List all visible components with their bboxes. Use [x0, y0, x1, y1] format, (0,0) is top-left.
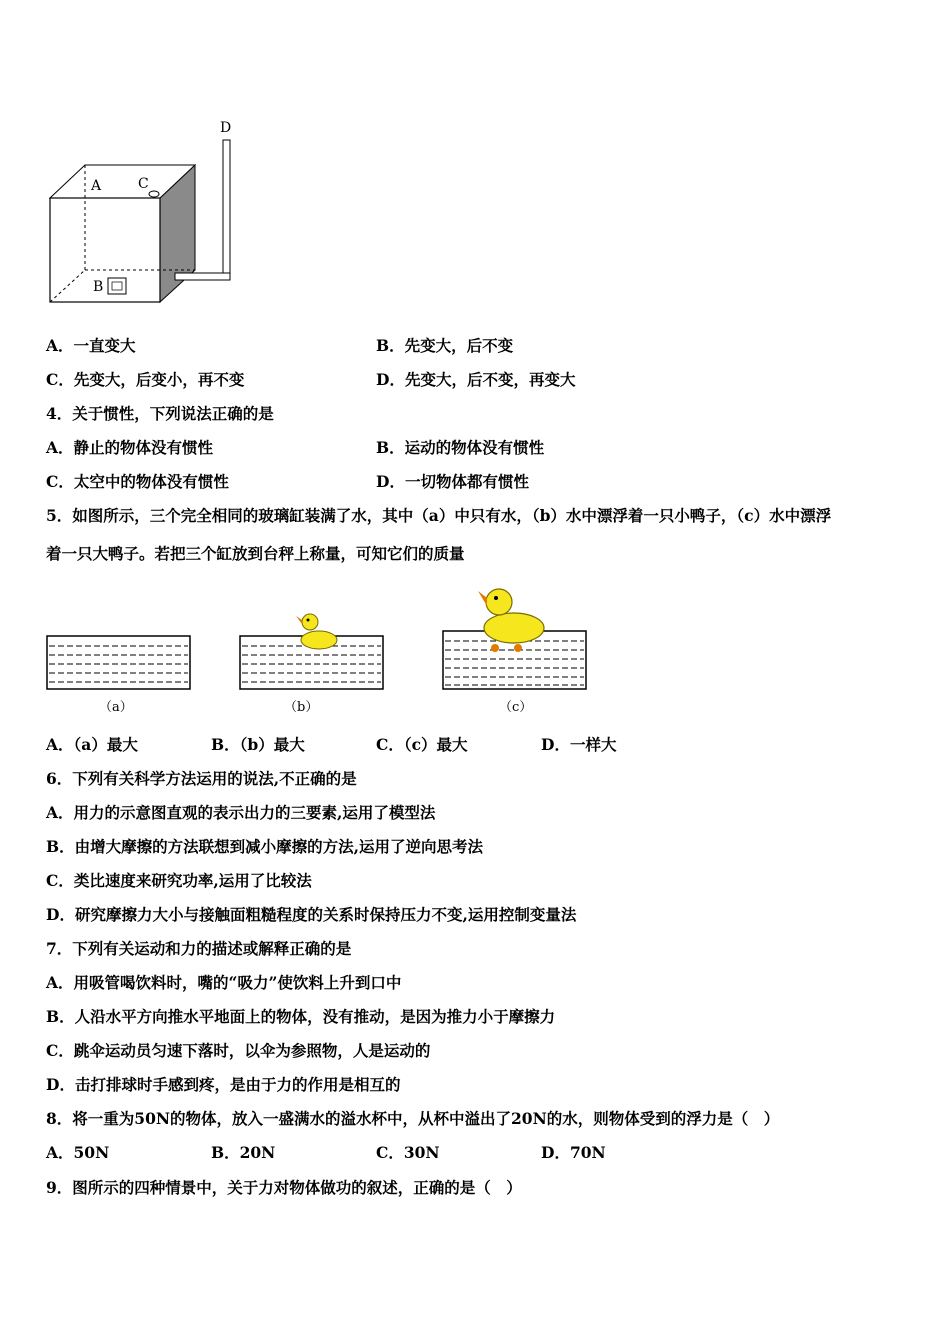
- q3-option-c: C．先变大，后变小，再不变: [46, 370, 245, 389]
- tanks-figure: [44, 578, 589, 718]
- q8-option-d: D．70N: [541, 1143, 606, 1162]
- q5-stem-line2: 着一只大鸭子。若把三个缸放到台秤上称量，可知它们的质量: [46, 544, 465, 563]
- q8-option-c: C．30N: [376, 1143, 440, 1162]
- q3-option-b: B．先变大，后不变: [376, 336, 514, 355]
- q5-option-d: D．一样大: [541, 735, 617, 754]
- q4-option-a: A．静止的物体没有惯性: [46, 438, 214, 457]
- label-d: D: [220, 120, 232, 136]
- caption-a: （a）: [99, 700, 133, 715]
- label-c: C: [138, 176, 149, 192]
- caption-b: （b）: [284, 700, 319, 715]
- q3-option-a: A．一直变大: [46, 336, 136, 355]
- q9-stem: 9．图所示的四种情景中，关于力对物体做功的叙述，正确的是（ ）: [46, 1178, 522, 1197]
- q7-option-a: A．用吸管喝饮料时，嘴的“吸力”使饮料上升到口中: [46, 973, 402, 992]
- tank-figure: [40, 110, 260, 310]
- label-a: A: [91, 178, 102, 194]
- q4-stem: 4．关于惯性，下列说法正确的是: [46, 404, 274, 423]
- q6-option-b: B．由增大摩擦的方法联想到减小摩擦的方法,运用了逆向思考法: [46, 837, 483, 856]
- q6-option-d: D．研究摩擦力大小与接触面粗糙程度的关系时保持压力不变,运用控制变量法: [46, 905, 577, 924]
- q5-option-b: B．（b）最大: [211, 735, 305, 754]
- q8-option-a: A．50N: [46, 1143, 110, 1162]
- q7-option-c: C．跳伞运动员匀速下落时，以伞为参照物，人是运动的: [46, 1041, 431, 1060]
- label-b: B: [93, 279, 104, 295]
- q7-option-d: D．击打排球时手感到疼，是由于力的作用是相互的: [46, 1075, 401, 1094]
- q6-stem: 6．下列有关科学方法运用的说法,不正确的是: [46, 769, 357, 788]
- caption-c: （c）: [499, 700, 533, 715]
- tanks-diagram: [44, 578, 589, 718]
- tank-diagram: [40, 110, 260, 310]
- q4-option-c: C．太空中的物体没有惯性: [46, 472, 229, 491]
- q4-option-b: B．运动的物体没有惯性: [376, 438, 545, 457]
- tank-c: [443, 589, 586, 689]
- q4-option-d: D．一切物体都有惯性: [376, 472, 529, 491]
- q8-stem: 8．将一重为50N的物体，放入一盛满水的溢水杯中，从杯中溢出了20N的水，则物体受到的浮力是（ ）: [46, 1109, 780, 1128]
- small-duck-icon: [296, 614, 337, 649]
- q5-option-c: C．（c）最大: [376, 735, 468, 754]
- q5-stem-line1: 5．如图所示，三个完全相同的玻璃缸装满了水，其中（a）中只有水，（b）水中漂浮着一只小鸭子，（c）水中漂浮: [46, 506, 832, 525]
- q7-stem: 7．下列有关运动和力的描述或解释正确的是: [46, 939, 352, 958]
- tank-a: [47, 636, 190, 689]
- q3-option-d: D．先变大，后不变，再变大: [376, 370, 576, 389]
- q7-option-b: B．人沿水平方向推水平地面上的物体，没有推动，是因为推力小于摩擦力: [46, 1007, 556, 1026]
- q8-option-b: B．20N: [211, 1143, 276, 1162]
- q6-option-a: A．用力的示意图直观的表示出力的三要素,运用了模型法: [46, 803, 436, 822]
- tank-b: [240, 614, 383, 689]
- q5-option-a: A．（a）最大: [46, 735, 138, 754]
- q6-option-c: C．类比速度来研究功率,运用了比较法: [46, 871, 312, 890]
